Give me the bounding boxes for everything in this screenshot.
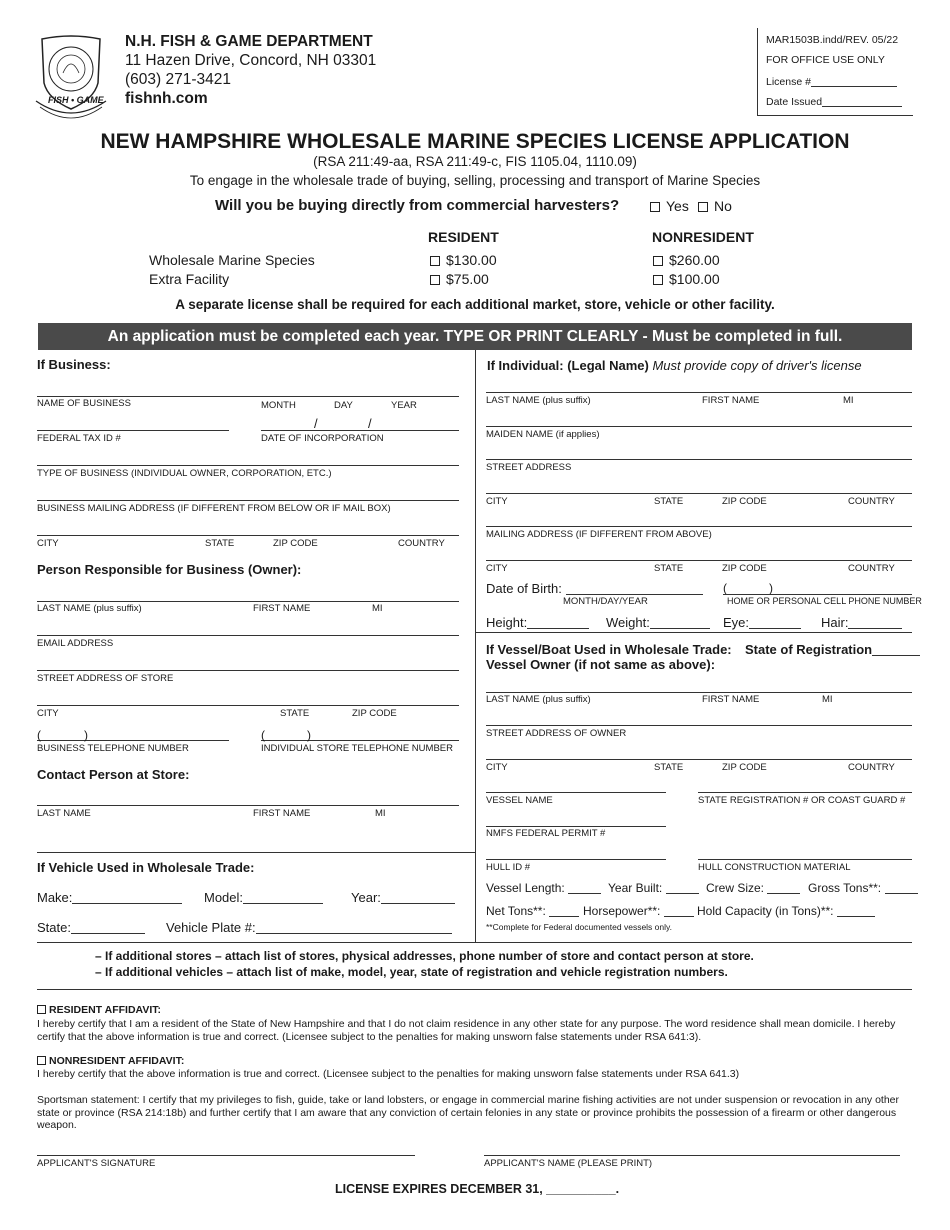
license-number-label: License # [766,76,811,88]
cell-phone-field[interactable] [723,594,912,595]
business-phone-field[interactable] [37,740,229,741]
month-label: MONTH [261,400,296,411]
mi-label: MI [375,808,386,819]
net-tons-row [486,904,579,918]
make-row [37,890,182,905]
day-label: DAY [334,400,353,411]
owner-street-label: STREET ADDRESS OF OWNER [486,728,627,739]
nonresident-affidavit-option[interactable] [37,1055,184,1067]
height-label: Height: [486,615,528,630]
individual-mailing-address-field[interactable] [486,526,912,527]
year-built-field[interactable] [666,881,699,894]
net-tons-label: Net Tons**: [486,904,546,918]
nmfs-permit-field[interactable] [486,826,666,827]
last-name-label: LAST NAME (plus suffix) [486,694,591,705]
state-registration-number-field[interactable] [698,792,912,793]
area-code-bracket: ) [84,728,88,742]
department-phone: (603) 271-3421 [125,71,231,88]
office-use-box [757,28,913,116]
harvester-yes[interactable] [650,198,689,214]
nonresident-header: NONRESIDENT [652,229,754,245]
mailing-address-label: MAILING ADDRESS (IF DIFFERENT FROM ABOVE) [486,529,712,540]
fee-amount: $130.00 [446,252,497,268]
net-tons-field[interactable] [549,904,579,917]
resident-affidavit-option[interactable] [37,1004,161,1016]
contact-person-heading: Contact Person at Store: [37,767,190,782]
business-name-field[interactable] [37,396,459,397]
zip-label: ZIP CODE [352,708,397,719]
department-website: fishnh.com [125,90,208,107]
state-registration-number-label: STATE REGISTRATION # OR COAST GUARD # [698,795,906,806]
area-code-bracket: ( [723,581,727,595]
horsepower-label: Horsepower**: [583,904,661,918]
vessel-length-field[interactable] [568,881,601,894]
applicant-name-field[interactable] [484,1155,900,1156]
owner-city-state-zip-field[interactable] [486,759,912,760]
crew-size-row [706,881,800,895]
sportsman-statement: Sportsman statement: I certify that my privileges to fish, guide, take or land lobsters, or engage in commercial marine fishing activities are not under suspension or revocation in any other state or province (RSA 214:18b) and further certify that I am aware that any conviction of certain felonies in any state or province prohibits the possession of a firearm or other dangerous weapon. [37,1094,900,1131]
hold-capacity-field[interactable] [837,904,875,917]
applicant-signature-label: APPLICANT'S SIGNATURE [37,1158,156,1169]
vehicle-plate-label: Vehicle Plate #: [166,920,256,935]
additional-stores-note: – If additional stores – attach list of stores, physical addresses, phone number of store and contact person at store. [95,949,754,963]
if-vessel-heading: If Vessel/Boat Used in Wholesale Trade: [486,642,732,657]
eye-field[interactable] [749,616,801,629]
dob-format-label: MONTH/DAY/YEAR [563,596,648,607]
hull-material-label: HULL CONSTRUCTION MATERIAL [698,862,851,873]
vessel-owner-name-field[interactable] [486,692,912,693]
mi-label: MI [822,694,833,705]
city-label: CITY [486,563,508,574]
department-name: N.H. FISH & GAME DEPARTMENT [125,33,373,50]
area-code-bracket: ( [261,728,265,742]
city-label: CITY [37,538,59,549]
zip-label: ZIP CODE [273,538,318,549]
purpose-statement: To engage in the wholesale trade of buying, selling, processing and transport of Marine Species [189,173,761,188]
federal-vessel-footnote: **Complete for Federal documented vessels only. [486,922,672,932]
department-address: 11 Hazen Drive, Concord, NH 03301 [125,52,377,69]
email-label: EMAIL ADDRESS [37,638,114,649]
last-name-label: LAST NAME (plus suffix) [486,395,591,406]
eye-label: Eye: [723,615,750,630]
weight-row [606,615,710,630]
zip-label: ZIP CODE [722,762,767,773]
city-label: CITY [486,762,508,773]
horsepower-row [583,904,694,918]
year-built-label: Year Built: [608,881,663,895]
if-business-heading: If Business: [37,357,111,372]
city-label: CITY [37,708,59,719]
checkbox-icon[interactable] [430,275,440,285]
state-registration-label: State of Registration [745,642,873,657]
area-code-bracket: ) [769,581,773,595]
vehicle-plate-field[interactable] [256,921,452,934]
hair-label: Hair: [821,615,849,630]
make-label: Make: [37,890,73,905]
area-code-bracket: ( [37,728,41,742]
statutes: (RSA 211:49-aa, RSA 211:49-c, FIS 1105.04, 1110.09) [313,154,637,169]
fee-label: Wholesale Marine Species [149,252,315,268]
harvester-no[interactable] [698,198,732,214]
area-code-bracket: ) [307,728,311,742]
vessel-name-field[interactable] [486,792,666,793]
cell-phone-label: HOME OR PERSONAL CELL PHONE NUMBER [727,596,922,606]
vehicle-state-label: State: [37,920,71,935]
gross-tons-field[interactable] [885,881,918,894]
vessel-length-label: Vessel Length: [486,881,565,895]
country-label: COUNTRY [848,496,895,507]
first-name-label: FIRST NAME [702,694,760,705]
street-address-label: STREET ADDRESS [486,462,572,473]
license-expiration: LICENSE EXPIRES DECEMBER 31, __________. [335,1182,620,1196]
vessel-length-row [486,881,601,895]
zip-label: ZIP CODE [722,496,767,507]
date-issued-field[interactable] [822,94,902,107]
store-phone-label: INDIVIDUAL STORE TELEPHONE NUMBER [261,743,453,754]
hair-field[interactable] [848,616,902,629]
owner-street-field[interactable] [486,725,912,726]
model-field[interactable] [243,891,323,904]
business-mailing-address-field[interactable] [37,500,459,501]
state-label: STATE [654,563,684,574]
column-divider [475,350,476,943]
state-registration-field[interactable] [872,643,920,656]
fee-option-nonresident-wholesale[interactable] [653,252,720,268]
agency-seal [34,33,108,119]
federal-tax-id-field[interactable] [37,430,229,431]
vehicle-plate-row [166,920,452,935]
weight-field[interactable] [650,616,710,629]
state-label: STATE [205,538,235,549]
legal-name-note: (Legal Name) [567,358,649,373]
fee-label: Extra Facility [149,271,230,287]
hull-material-field[interactable] [698,859,912,860]
individual-city-state-zip-field[interactable] [486,493,912,494]
country-label: COUNTRY [398,538,445,549]
license-number-field[interactable] [811,74,897,87]
model-row [204,890,323,905]
vehicle-year-field[interactable] [381,891,455,904]
vehicle-state-field[interactable] [71,921,145,934]
year-built-row [608,881,699,895]
business-city-state-zip-field[interactable] [37,535,459,536]
fee-option-resident-wholesale[interactable] [430,252,497,268]
mailing-city-state-zip-field[interactable] [486,560,912,561]
make-field[interactable] [72,891,182,904]
hull-id-field[interactable] [486,859,666,860]
hold-capacity-label: Hold Capacity (in Tons)**: [697,904,834,918]
owner-name-field[interactable] [37,601,459,602]
applicant-name-label: APPLICANT'S NAME (PLEASE PRINT) [484,1158,653,1169]
form-title: NEW HAMPSHIRE WHOLESALE MARINE SPECIES LICENSE APPLICATION [100,130,850,153]
mi-label: MI [843,395,854,406]
vehicle-year-row [351,890,455,905]
hull-id-label: HULL ID # [486,862,530,873]
maiden-name-field[interactable] [486,426,912,427]
office-use-label: FOR OFFICE USE ONLY [766,54,885,66]
dob-label: Date of Birth: [486,581,562,596]
if-vehicle-heading: If Vehicle Used in Wholesale Trade: [37,860,255,875]
section-divider [37,852,475,853]
date-of-incorporation-label: DATE OF INCORPORATION [261,433,384,444]
country-label: COUNTRY [848,762,895,773]
contact-name-field[interactable] [37,805,459,806]
fee-amount: $75.00 [446,271,489,287]
form-id: MAR1503B.indd/REV. 05/22 [766,34,899,46]
crew-size-field[interactable] [767,881,800,894]
checkbox-icon[interactable] [37,1005,46,1014]
harvester-question: Will you be buying directly from commercial harvesters? [215,197,620,214]
height-row [486,615,589,630]
last-name-label: LAST NAME (plus suffix) [37,603,142,614]
state-registration-row [745,642,920,657]
state-label: STATE [654,496,684,507]
if-individual-label: If Individual: [487,358,564,373]
state-label: STATE [654,762,684,773]
mi-label: MI [372,603,383,614]
fee-option-nonresident-extra[interactable] [653,271,720,287]
last-name-label: LAST NAME [37,808,91,819]
nmfs-permit-label: NMFS FEDERAL PERMIT # [486,828,606,839]
resident-affidavit-title: RESIDENT AFFIDAVIT: [49,1004,161,1016]
checkbox-icon[interactable] [653,256,663,266]
vessel-name-label: VESSEL NAME [486,795,553,806]
store-city-state-zip-field[interactable] [37,705,459,706]
person-responsible-heading: Person Responsible for Business (Owner): [37,562,302,577]
fee-amount: $100.00 [669,271,720,287]
type-of-business-field[interactable] [37,465,459,466]
eye-row [723,615,801,630]
date-of-incorporation-field[interactable] [261,430,459,431]
year-label: YEAR [391,400,417,411]
individual-street-field[interactable] [486,459,912,460]
applicant-signature-field[interactable] [37,1155,415,1156]
date-slash: / [368,416,372,431]
business-name-label: NAME OF BUSINESS [37,398,131,409]
zip-label: ZIP CODE [722,563,767,574]
nonresident-affidavit-title: NONRESIDENT AFFIDAVIT: [49,1055,185,1067]
gross-tons-row [808,881,918,895]
drivers-license-note: Must provide copy of driver's license [652,358,862,373]
vessel-owner-heading: Vessel Owner (if not same as above): [486,657,716,672]
state-label: STATE [280,708,310,719]
checkbox-icon[interactable] [698,202,708,212]
section-divider [476,632,912,633]
checkbox-icon[interactable] [653,275,663,285]
instruction-banner: An application must be completed each year. TYPE OR PRINT CLEARLY - Must be completed in full. [38,323,912,350]
type-of-business-label: TYPE OF BUSINESS (INDIVIDUAL OWNER, CORPORATION, ETC.) [37,468,332,479]
fee-option-resident-extra[interactable] [430,271,489,287]
resident-header: RESIDENT [428,229,499,245]
date-slash: / [314,416,318,431]
gross-tons-label: Gross Tons**: [808,881,882,895]
weight-label: Weight: [606,615,650,630]
resident-affidavit-text: I hereby certify that I am a resident of the State of New Hampshire and that I do not claim residence in any other state for any purpose. The word residence shall mean domicile. I hereby certify that the above information is true and correct. (Licensee subject to the penalties for making unsworn false statements under RSA 641:3). [37,1018,896,1043]
store-phone-field[interactable] [261,740,459,741]
federal-tax-id-label: FEDERAL TAX ID # [37,433,121,444]
license-number-row [766,74,897,88]
email-field[interactable] [37,635,459,636]
checkbox-icon[interactable] [37,1056,46,1065]
maiden-name-label: MAIDEN NAME (if applies) [486,429,600,440]
store-street-field[interactable] [37,670,459,671]
additional-vehicles-note: – If additional vehicles – attach list of make, model, year, state of registration and vehicle registration numbers. [95,965,728,979]
nonresident-affidavit-text: I hereby certify that the above information is true and correct. (Licensee subject to the penalties for making unsworn false statements under RSA 641.3) [37,1068,740,1080]
individual-name-field[interactable] [486,392,912,393]
height-field[interactable] [527,616,589,629]
checkbox-icon[interactable] [650,202,660,212]
first-name-label: FIRST NAME [253,808,311,819]
first-name-label: FIRST NAME [702,395,760,406]
dob-field[interactable] [566,594,703,595]
horsepower-field[interactable] [664,904,694,917]
first-name-label: FIRST NAME [253,603,311,614]
country-label: COUNTRY [848,563,895,574]
if-individual-heading [487,358,862,373]
crew-size-label: Crew Size: [706,881,765,895]
city-label: CITY [486,496,508,507]
store-street-label: STREET ADDRESS OF STORE [37,673,174,684]
business-mailing-address-label: BUSINESS MAILING ADDRESS (IF DIFFERENT FROM BELOW OR IF MAIL BOX) [37,503,391,514]
yes-label: Yes [666,198,689,214]
hold-capacity-row [697,904,875,918]
vehicle-year-label: Year: [351,890,381,905]
section-divider [37,942,912,943]
vehicle-state-row [37,920,145,935]
model-label: Model: [204,890,244,905]
business-phone-label: BUSINESS TELEPHONE NUMBER [37,743,189,754]
date-issued-label: Date Issued [766,96,823,108]
hair-row [821,615,902,630]
fee-amount: $260.00 [669,252,720,268]
section-divider [37,989,912,990]
separate-license-note: A separate license shall be required for each additional market, store, vehicle or other facility. [175,297,775,312]
no-label: No [714,198,732,214]
seal-lettering: FISH • GAME [48,95,104,105]
date-issued-row [766,94,902,108]
checkbox-icon[interactable] [430,256,440,266]
